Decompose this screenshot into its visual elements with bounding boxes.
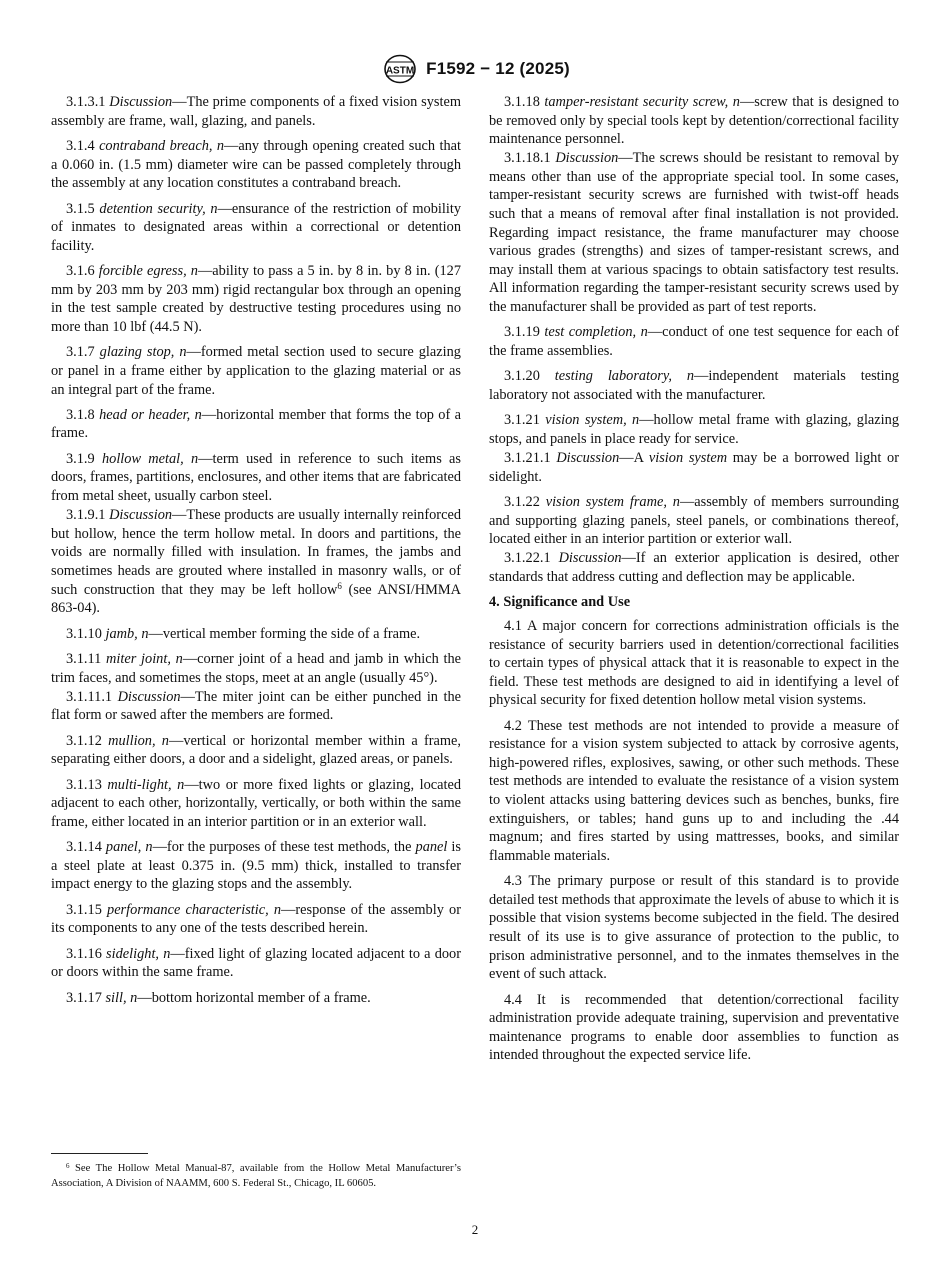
definition-sill: 3.1.17 sill, n—bottom horizontal member of a frame. [66,989,371,1006]
page-header [0,54,950,84]
footnote-mark: 6 [66,1162,70,1170]
footnote-divider [51,1153,148,1154]
definition-panel: 3.1.14 panel, n—for the purposes of these test methods, the panel is a steel plate at least 0.375 in. (9.5 mm) thick, installed to transfer impact energy to the glazing stops and the assembly. [51,839,461,893]
document-id: F1592 − 12 (2025) [426,59,570,78]
page-number: 2 [471,1222,479,1237]
section-heading-significance: 4. Significance and Use [489,594,631,611]
discussion-3-1-18-1: 3.1.18.1 Discussion—The screws should be resistant to removal by means other than use of the appropriate special tool. In some cases, tamper-resistant security screws are furnished with twist-off heads such that a means of removal after final installation is not provided. Regarding impact resistance, the frame manufacturer may choose various grades (strengths) and sizes of tamper-resistant screws, and may install them at various spacings to obtain satisfactory test results. All information regarding the tamper-resistant security screws used by the manufacturer shall be provided as part of test reports. [489,150,899,316]
astm-logo-icon [380,54,420,84]
footnote [51,1162,461,1191]
discussion-3-1-11-1: 3.1.11.1 Discussion—The miter joint can be either punched in the flat form or sawed after the members are formed. [51,688,461,724]
definition-glazing-stop: 3.1.7 glazing stop, n—formed metal section used to secure glazing or panel in a frame either by application to the glazing material or as an integral part of the frame. [51,344,461,398]
definition-forcible-egress: 3.1.6 forcible egress, n—ability to pass a 5 in. by 8 in. by 8 in. (127 mm by 203 mm by 203 mm) rigid rectangular box through an opening in the test sample created by destructive testing procedures using no more than 10 lbf (44.5 N). [51,263,461,335]
footnote-text: See The Hollow Metal Manual-87, available from the Hollow Metal Manufacturer’s Association, A Division of NAAMM, 600 S. Federal St., Chicago, IL 60605. [51,1163,461,1189]
definition-miter-joint: 3.1.11 miter joint, n—corner joint of a head and jamb in which the trim faces, and sometimes the stops, meet at an angle (usually 45°). [51,650,461,686]
definition-detention-security: 3.1.5 detention security, n—ensurance of the restriction of mobility of inmates to designated areas within a correctional or detention facility. [51,200,461,254]
definition-sidelight: 3.1.16 sidelight, n—fixed light of glazing located adjacent to a door or doors within the same frame. [51,945,462,981]
definition-multi-light: 3.1.13 multi-light, n—two or more fixed lights or glazing, located adjacent to each other, horizontally, vertically, or both within the same frame, either located in an interior partition or in an exterior wall. [51,776,462,830]
definition-mullion: 3.1.12 mullion, n—vertical or horizontal member within a frame, separating either doors, a door and a sidelight, glazed areas, or panels. [51,732,461,768]
discussion-3-1-9-1: 3.1.9.1 Discussion—These products are usually internally reinforced but hollow, hence the term hollow metal. In doors and partitions, the voids are normally filled with insulation. In frames, the jambs and sometimes heads are grouted where installed in masonry walls, or of such construction that they may be left hollow$^6$ (see ANSI/HMMA 863-04). [51,507,461,617]
footnote-ref: 6 [337,580,342,591]
definition-performance-characteristic: 3.1.15 performance characteristic, n—response of the assembly or its components to any one of the tests described herein. [51,901,461,937]
definition-vision-system: 3.1.21 vision system, n—hollow metal frame with glazing, glazing stops, and panels in place ready for service. [489,412,899,447]
left-column [51,93,461,1014]
definition-testing-laboratory: 3.1.20 testing laboratory, n—independent materials testing laboratory not associated with the manufacturer. [489,368,899,403]
paragraph-4-4: 4.4 It is recommended that detention/correctional facility administration provide adequate training, supervision and preventative maintenance programs to enable door assemblies to function as intended throughout the expected service life. [489,991,899,1064]
paragraph-4-1: 4.1 A major concern for corrections administration officials is the resistance of security barriers used in detention/correctional facilities to certain types of physical attack that it is reasonable to expect in the field. These test methods are designed to aid in identifying a level of physical security for fixed detention hollow metal vision systems. [489,617,899,709]
right-column [489,93,899,1072]
definition-jamb: 3.1.10 jamb, n—vertical member forming the side of a frame. [66,625,421,642]
paragraph-4-3: 4.3 The primary purpose or result of this standard is to provide detailed test methods that approximate the levels of abuse to which it is possible that vision systems become subjected in the field. The desired result of its use is to give assurance of protection to the public, to prison administrative personnel, and to the inmates themselves in the event of such attack. [489,873,899,983]
discussion-3-1-21-1: 3.1.21.1 Discussion—A vision system may be a borrowed light or sidelight. [489,450,899,485]
definition-hollow-metal: 3.1.9 hollow metal, n—term used in reference to such items as doors, frames, partitions, enclosures, and other items that are fabricated from metal sheet, usually carbon steel. [51,450,461,505]
discussion-3-1-22-1: 3.1.22.1 Discussion—If an exterior application is desired, other standards that address cutting and deflection may be applicable. [489,550,900,585]
definition-vision-system-frame: 3.1.22 vision system frame, n—assembly of members surrounding and supporting glazing panels, steel panels, or combinations thereof, located either in an interior partition or exterior wall. [489,494,900,548]
definition-tamper-resistant-screw: 3.1.18 tamper-resistant security screw, n—screw that is designed to be removed only by special tools kept by detention/correctional facility maintenance personnel. [489,94,900,148]
astm-logo-text: ASTM [385,65,415,77]
definition-test-completion: 3.1.19 test completion, n—conduct of one test sequence for each of the frame assemblies. [489,324,899,360]
paragraph-4-2: 4.2 These test methods are not intended to provide a measure of resistance for a vision system subjected to attack by corrosive agents, high-powered rifles, explosives, sawing, or other such methods. These test methods are intended to evaluate the resistance of a vision system to violent attacks using battering devices such as benches, bunks, fire extinguishers, or tables; hand guns up to and including the .44 magnum; and fires started by using mattresses, books, and similar flammable materials. [489,717,899,864]
definition-contraband-breach: 3.1.4 contraband breach, n—any through opening created such that a 0.060 in. (1.5 mm) diameter wire can be passed completely through the assembly at any location constitutes a contraband breach. [51,137,461,192]
definition-3-1-3-1: 3.1.3.1 Discussion—The prime components of a fixed vision system assembly are frame, wall, glazing, and panels. [51,94,461,129]
definition-head-or-header: 3.1.8 head or header, n—horizontal member that forms the top of a frame. [51,406,461,442]
